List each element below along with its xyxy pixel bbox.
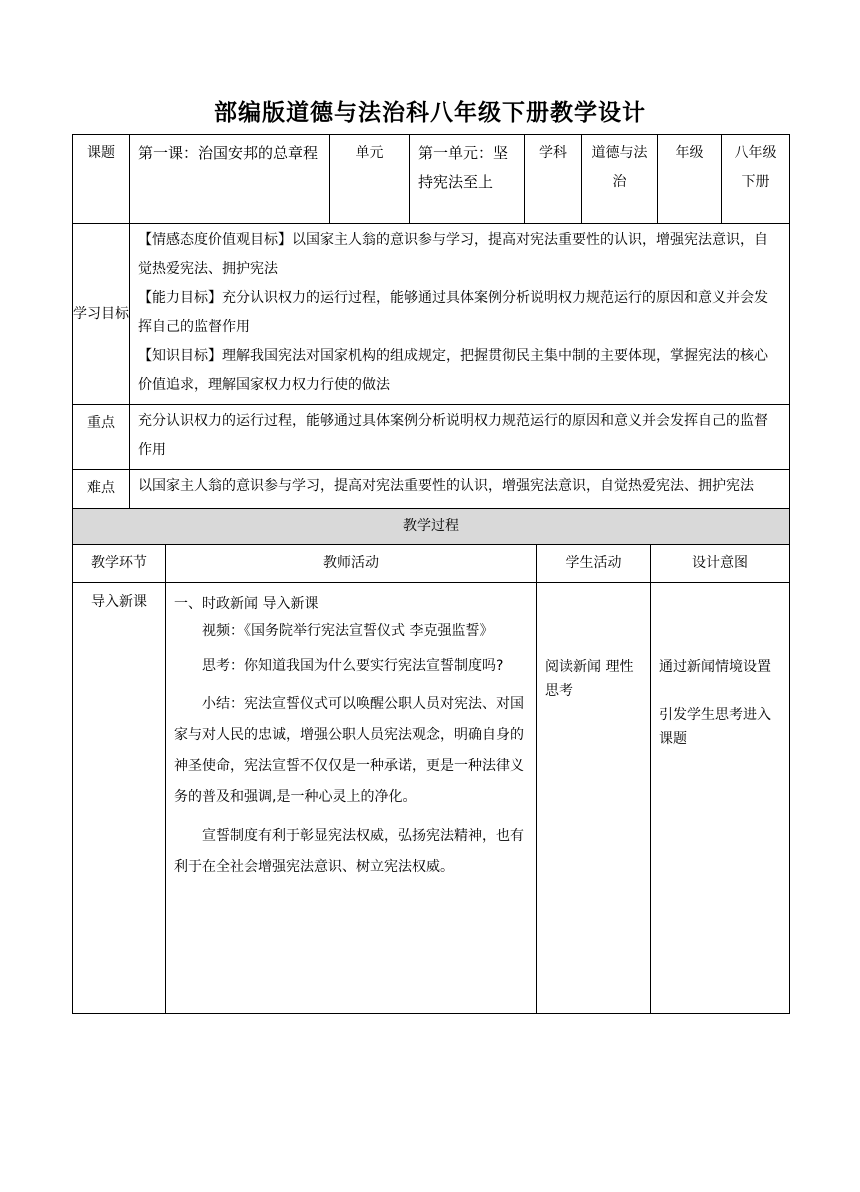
objective-ability: 【能力目标】充分认识权力的运行过程，能够通过具体案例分析说明权力规范运行的原因和意义并会发挥自己的监督作用 xyxy=(138,290,768,335)
topic-value: 第一课：治国安邦的总章程 xyxy=(130,135,330,224)
objectives-label: 学习目标 xyxy=(73,224,130,405)
design-intent-cell xyxy=(651,583,790,1014)
teacher-step-heading: 一、时政新闻 导入新课 xyxy=(174,596,319,612)
intent-item: 引发学生思考进入课题 xyxy=(659,707,771,747)
header-intent: 设计意图 xyxy=(651,545,790,583)
grade-value: 八年级下册 xyxy=(722,135,790,224)
process-title-row xyxy=(73,509,790,545)
topic-label: 课题 xyxy=(73,135,130,224)
info-row xyxy=(73,135,790,224)
teacher-activity-cell xyxy=(166,583,537,1014)
student-activity-cell: 阅读新闻 理性思考 xyxy=(537,583,651,1014)
grade-label: 年级 xyxy=(658,135,722,224)
teacher-question: 思考：你知道我国为什么要实行宪法宣誓制度吗? xyxy=(202,658,504,674)
process-title: 教学过程 xyxy=(73,509,790,545)
key-point-row xyxy=(73,405,790,470)
teacher-conclusion: 宣誓制度有利于彰显宪法权威，弘扬宪法精神，也有利于在全社会增强宪法意识、树立宪法权威。 xyxy=(174,828,524,875)
stage-cell: 导入新课 xyxy=(73,583,166,1014)
difficulty-text: 以国家主人翁的意识参与学习，提高对宪法重要性的认识，增强宪法意识，自觉热爱宪法、拥护宪法 xyxy=(130,470,790,529)
unit-value: 第一单元：坚持宪法至上 xyxy=(410,135,525,224)
header-stage: 教学环节 xyxy=(73,545,166,583)
teacher-video: 视频：《国务院举行宪法宣誓仪式 李克强监誓》 xyxy=(202,623,494,639)
lesson-info-table xyxy=(72,134,790,529)
intent-item: 通过新闻情境设置 xyxy=(659,659,771,675)
process-header-row xyxy=(73,545,790,583)
process-row xyxy=(73,583,790,1014)
subject-label: 学科 xyxy=(525,135,582,224)
teacher-summary: 小结：宪法宣誓仪式可以唤醒公职人员对宪法、对国家与对人民的忠诚，增强公职人员宪法观念，明确自身的神圣使命，宪法宣誓不仅仅是一种承诺，更是一种法律义务的普及和强调,是一种心灵上的净化。 xyxy=(174,696,524,805)
key-point-label: 重点 xyxy=(73,405,130,470)
unit-label: 单元 xyxy=(330,135,410,224)
page-title: 部编版道德与法治科八年级下册教学设计 xyxy=(214,100,646,126)
subject-value: 道德与法治 xyxy=(582,135,658,224)
key-point-text: 充分认识权力的运行过程，能够通过具体案例分析说明权力规范运行的原因和意义并会发挥自己的监督作用 xyxy=(130,405,790,470)
header-student: 学生活动 xyxy=(537,545,651,583)
objective-affective: 【情感态度价值观目标】以国家主人翁的意识参与学习，提高对宪法重要性的认识，增强宪法意识，自觉热爱宪法、拥护宪法 xyxy=(138,232,768,277)
header-teacher: 教师活动 xyxy=(166,545,537,583)
objectives-row xyxy=(73,224,790,405)
teaching-process-table xyxy=(72,508,790,1014)
objectives-content xyxy=(130,224,790,405)
difficulty-label: 难点 xyxy=(73,470,130,529)
objective-knowledge: 【知识目标】理解我国宪法对国家机构的组成规定，把握贯彻民主集中制的主要体现，掌握宪法的核心价值追求，理解国家权力权力行使的做法 xyxy=(138,348,768,393)
